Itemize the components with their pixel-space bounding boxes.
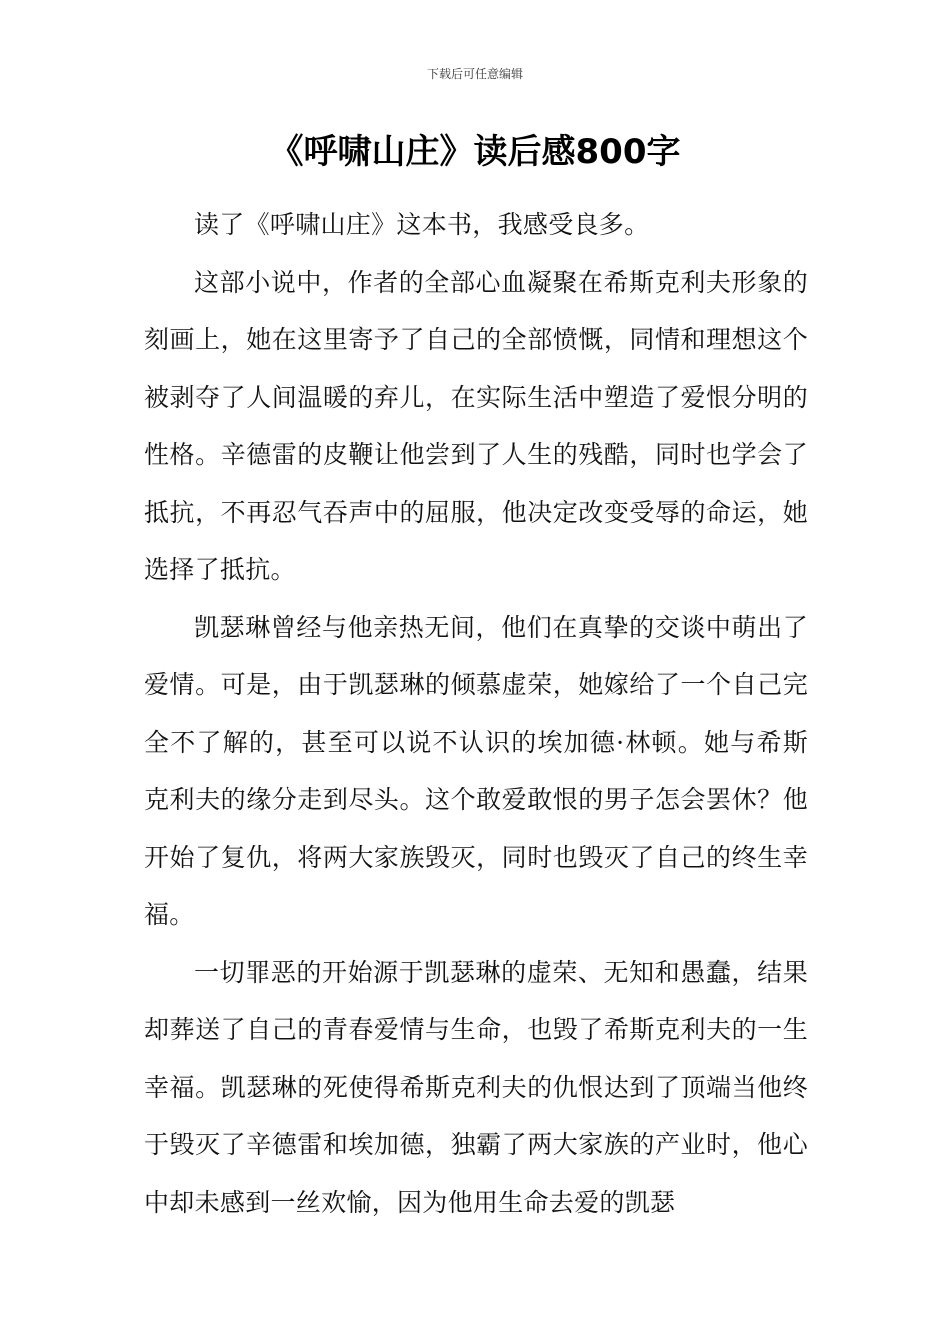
paragraph-2: 这部小说中，作者的全部心血凝聚在希斯克利夫形象的刻画上，她在这里寄予了自己的全部愤慨，同情和理想这个被剥夺了人间温暖的弃儿，在实际生活中塑造了爱恨分明的性格。辛德雷的皮鞭让他尝到了人生的残酷，同时也学会了抵抗，不再忍气吞声中的屈服，他决定改变受辱的命运，她选择了抵抗。: [144, 267, 808, 584]
header-note: 下载后可任意编辑: [426, 67, 523, 81]
paragraph-1: 读了《呼啸山庄》这本书，我感受良多。: [194, 210, 650, 239]
document-title: 《呼啸山庄》读后感800字: [269, 132, 681, 172]
document-body: [144, 196, 808, 1231]
paragraph-4: 一切罪恶的开始源于凯瑟琳的虚荣、无知和愚蠢，结果却葬送了自己的青春爱情与生命，也毁了希斯克利夫的一生幸福。凯瑟琳的死使得希斯克利夫的仇恨达到了顶端当他终于毁灭了辛德雷和埃加德，独霸了两大家族的产业时，他心中却未感到一丝欢愉，因为他用生命去爱的凯瑟: [144, 957, 808, 1217]
paragraph-3: 凯瑟琳曾经与他亲热无间，他们在真挚的交谈中萌出了爱情。可是，由于凯瑟琳的倾慕虚荣，她嫁给了一个自己完全不了解的，甚至可以说不认识的埃加德·林顿。她与希斯克利夫的缘分走到尽头。这个敢爱敢恨的男子怎会罢休？他开始了复仇，将两大家族毁灭，同时也毁灭了自己的终生幸福。: [144, 612, 808, 929]
